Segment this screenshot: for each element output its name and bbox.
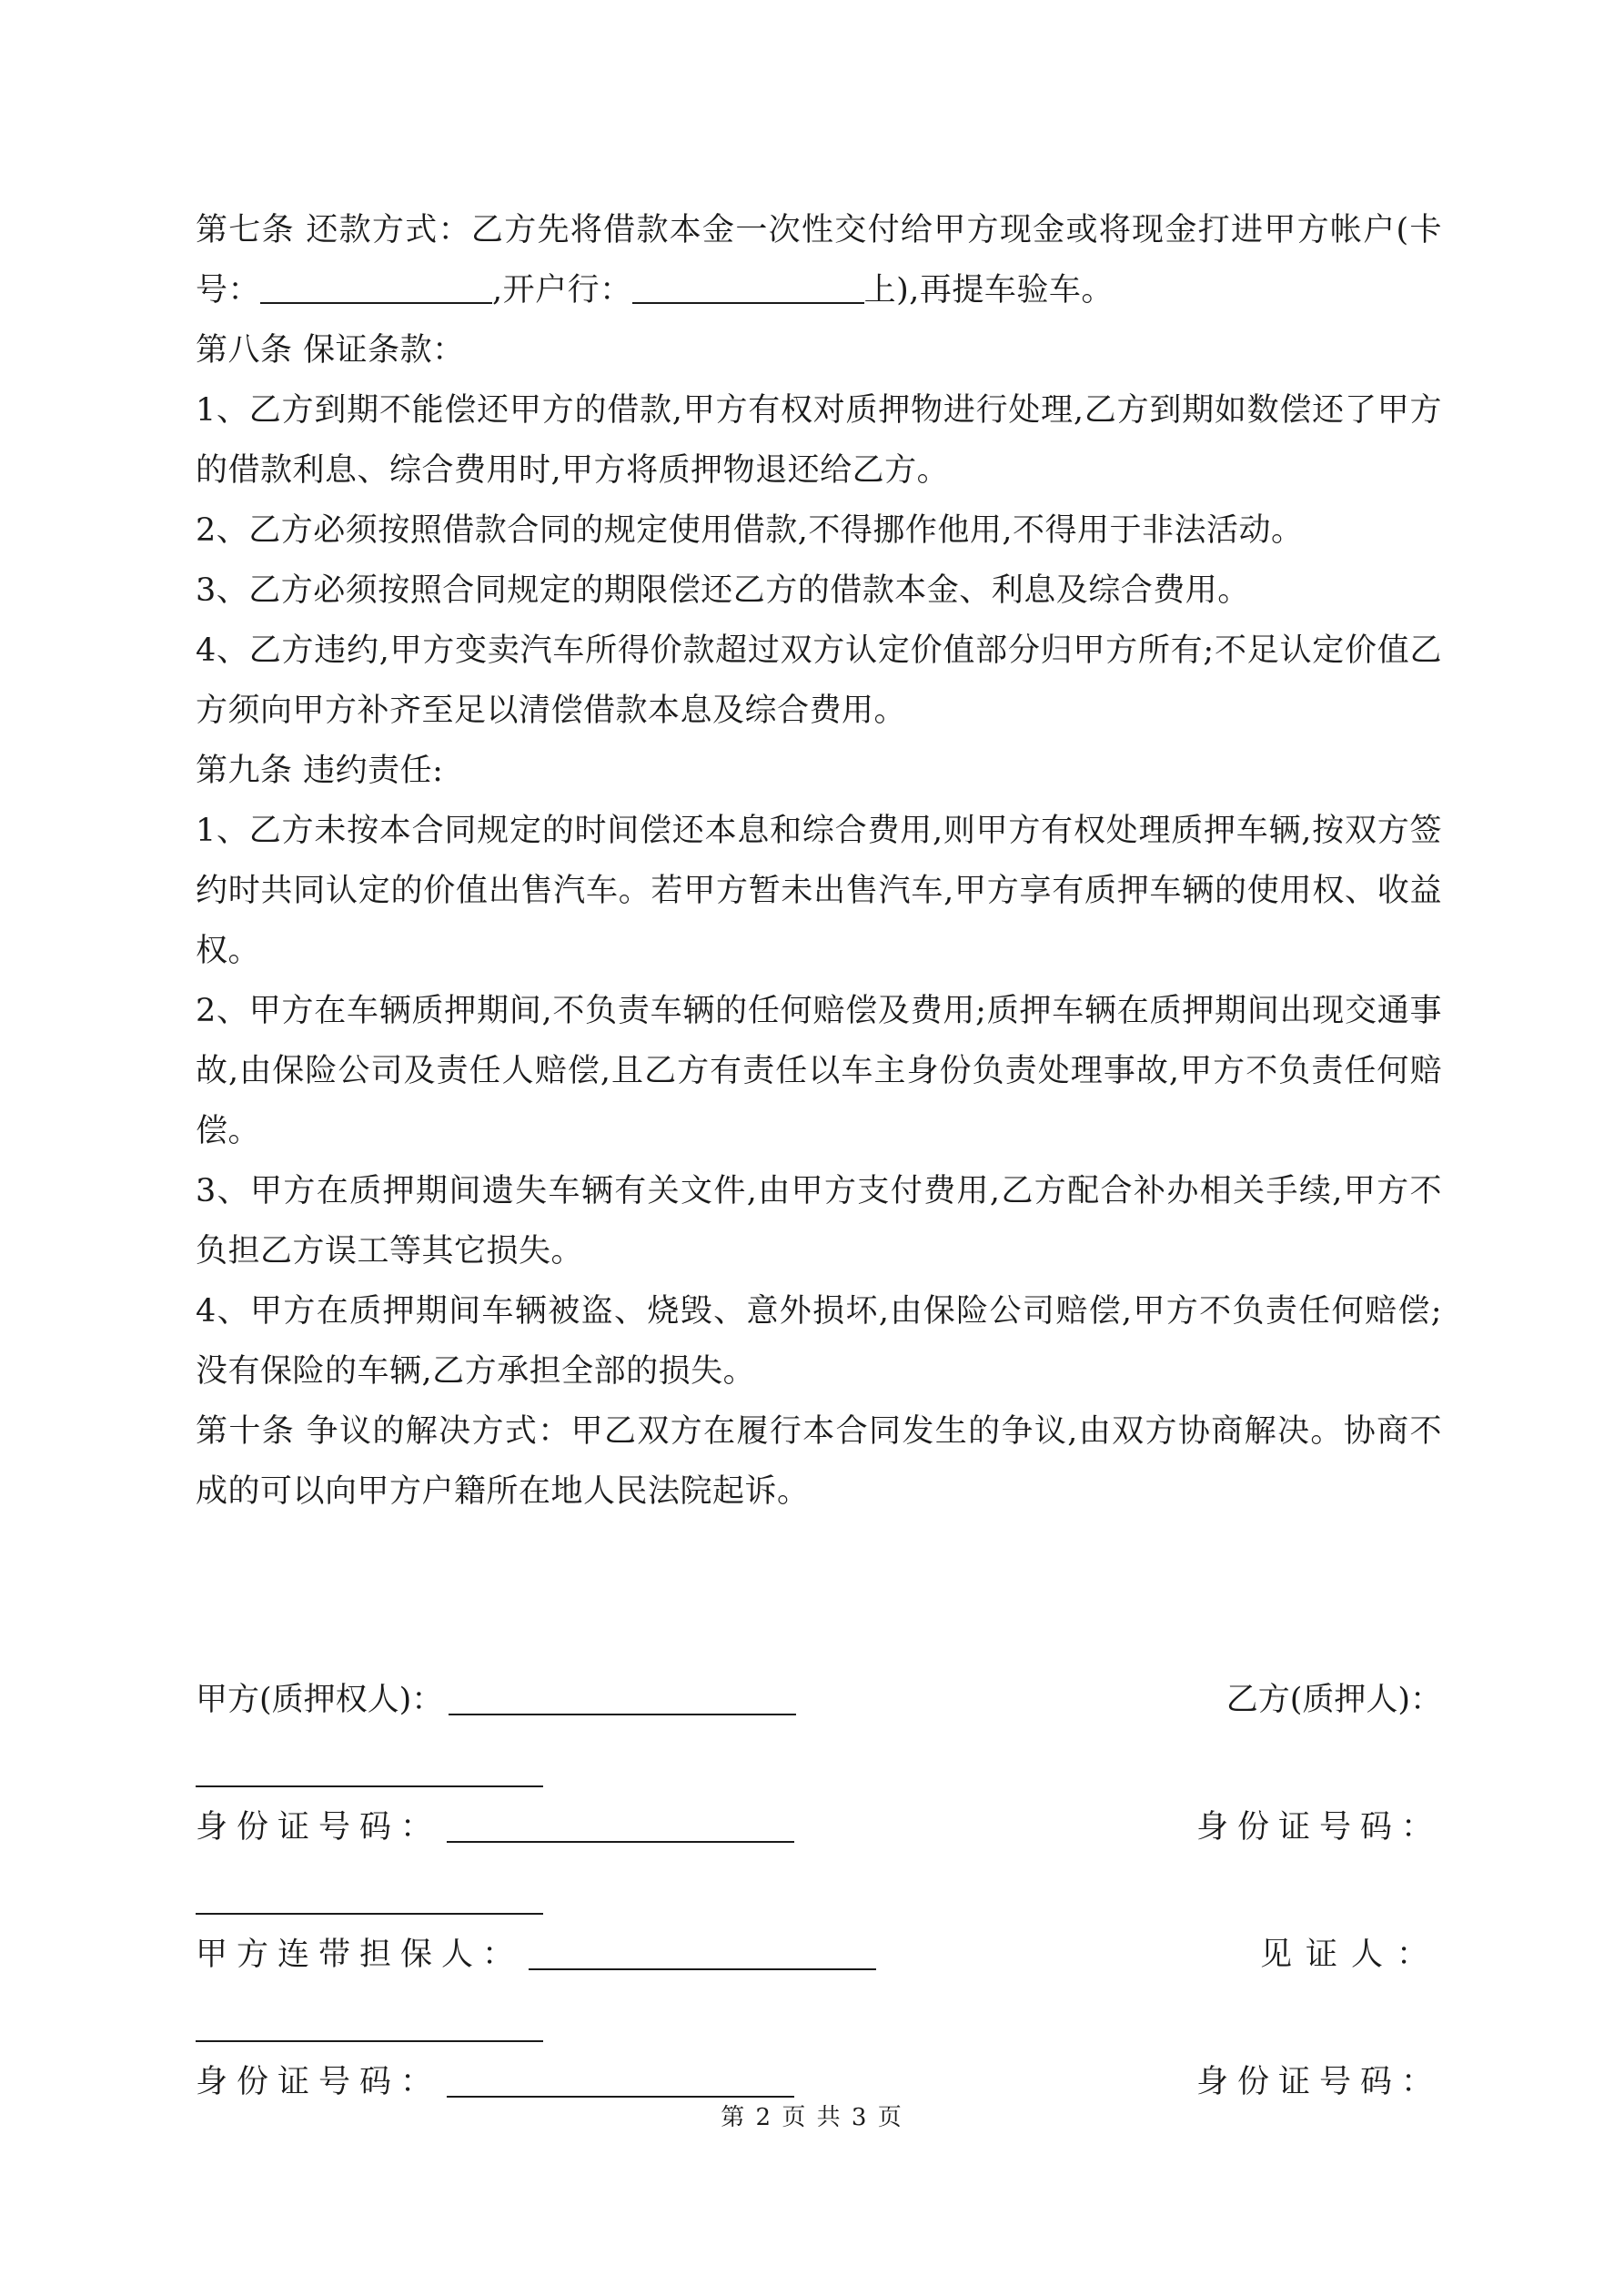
article-8-item-1: 1、乙方到期不能偿还甲方的借款,甲方有权对质押物进行处理,乙方到期如数偿还了甲方的借款利息、综合费用时,甲方将质押物退还给乙方。 — [196, 392, 1442, 489]
card-number-blank — [260, 269, 492, 304]
signature-row-guarantor — [196, 1929, 1442, 1989]
id-a-label: 身份证号码： — [196, 1809, 442, 1846]
article-9-item-4: 4、甲方在质押期间车辆被盗、烧毁、意外损坏,由保险公司赔偿,甲方不负责任何赔偿;没有保险的车辆,乙方承担全部的损失。 — [196, 1293, 1442, 1390]
party-b-line — [196, 1785, 543, 1787]
bank-blank — [632, 269, 864, 304]
id-a-line — [447, 1806, 794, 1843]
signature-row-parties — [196, 1674, 1442, 1735]
party-a-line — [449, 1679, 796, 1715]
id-witness-label: 身份证号码： — [1195, 2064, 1442, 2100]
article-9-title: 第九条 违约责任: — [196, 753, 444, 789]
witness-label: 见证人： — [1259, 1937, 1442, 1973]
article-8-item-4: 4、乙方违约,甲方变卖汽车所得价款超过双方认定价值部分归甲方所有;不足认定价值乙方须向甲方补齐至足以清偿借款本息及综合费用。 — [196, 632, 1442, 729]
article-8-title: 第八条 保证条款： — [196, 332, 465, 369]
article-9-item-1: 1、乙方未按本合同规定的时间偿还本息和综合费用,则甲方有权处理质押车辆,按双方签约时共同认定的价值出售汽车。若甲方暂未出售汽车,甲方享有质押车辆的使用权、收益权。 — [196, 813, 1442, 969]
party-b-label: 乙方(质押人)： — [1226, 1682, 1442, 1718]
id-b-line — [196, 1913, 543, 1915]
article-8-item-3: 3、乙方必须按照合同规定的期限偿还乙方的借款本金、利息及综合费用。 — [196, 572, 1250, 609]
article-7: 第七条 还款方式：乙方先将借款本金一次性交付给甲方现金或将现金打进甲方帐户(卡号： ,开户行： 上),再提车验车。 — [196, 212, 1442, 308]
id-guarantor-line — [447, 2061, 794, 2098]
article-9-item-3: 3、甲方在质押期间遗失车辆有关文件,由甲方支付费用,乙方配合补办相关手续,甲方不负担乙方误工等其它损失。 — [196, 1173, 1442, 1269]
article-9-item-2: 2、甲方在车辆质押期间,不负责车辆的任何赔偿及费用;质押车辆在质押期间出现交通事故,由保险公司及责任人赔偿,且乙方有责任以车主身份负责处理事故,甲方不负责任何赔偿。 — [196, 993, 1442, 1149]
article-10: 第十条 争议的解决方式：甲乙双方在履行本合同发生的争议,由双方协商解决。协商不成的可以向甲方户籍所在地人民法院起诉。 — [196, 1413, 1442, 1510]
id-b-label: 身份证号码： — [1195, 1809, 1442, 1846]
signature-row-ids — [196, 1802, 1442, 1862]
id-guarantor-label: 身份证号码： — [196, 2064, 442, 2100]
contract-body — [196, 200, 1442, 1522]
guarantor-label: 甲方连带担保人： — [196, 1937, 524, 1973]
guarantor-line — [529, 1934, 876, 1970]
page-number: 第 2 页 共 3 页 — [721, 2104, 903, 2131]
party-a-label: 甲方(质押权人)： — [196, 1682, 444, 1718]
witness-line — [196, 2040, 543, 2042]
article-8-item-2: 2、乙方必须按照借款合同的规定使用借款,不得挪作他用,不得用于非法活动。 — [196, 512, 1304, 549]
